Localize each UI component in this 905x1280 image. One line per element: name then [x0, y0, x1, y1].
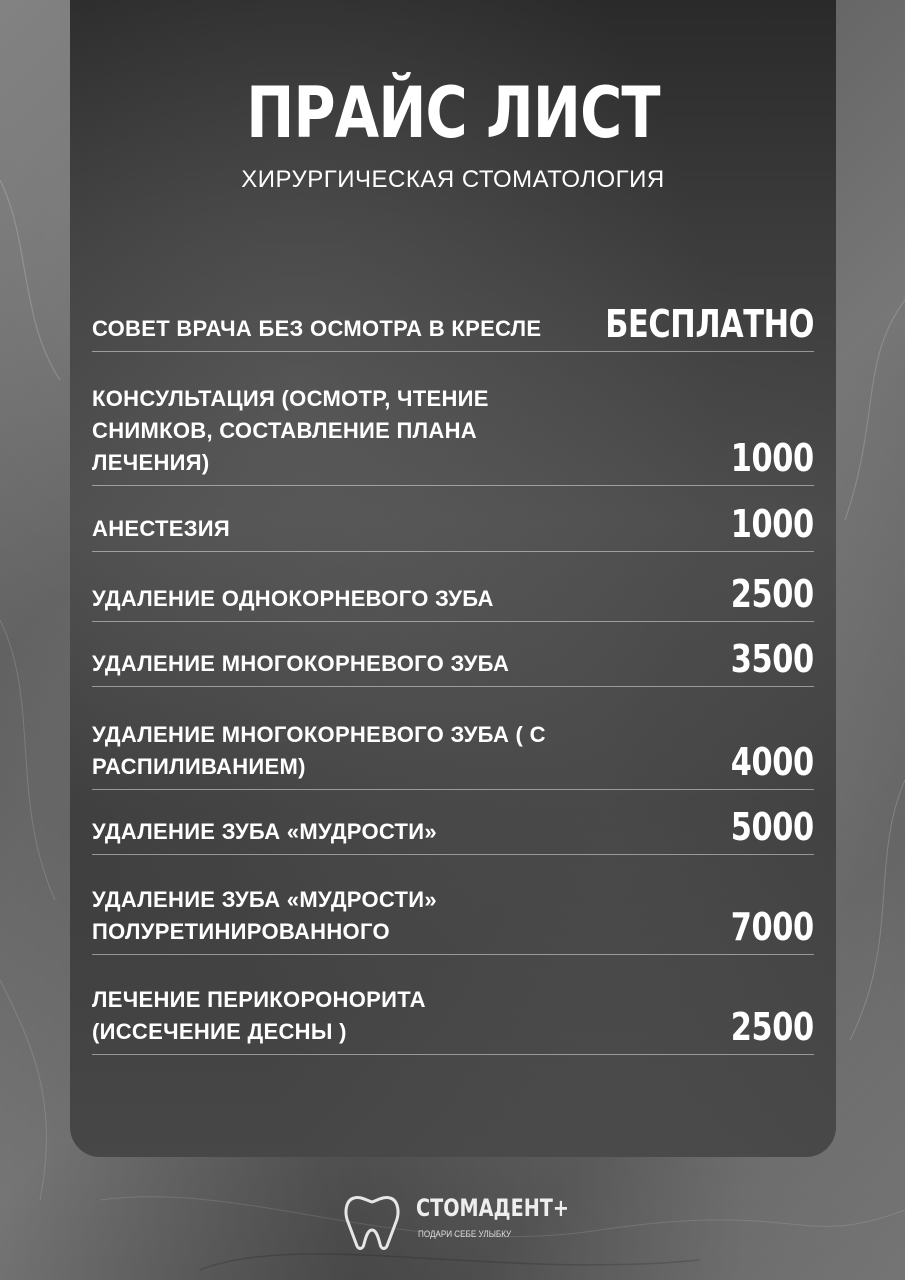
service-name: УДАЛЕНИЕ ЗУБА «МУДРОСТИ»: [92, 819, 437, 844]
brand-name: СТОМАДЕНТ+: [416, 1194, 569, 1222]
price-row: [92, 280, 814, 352]
service-price: 2500: [730, 572, 814, 616]
service-price: 3500: [730, 637, 814, 681]
price-row: [92, 955, 814, 1055]
price-row: [92, 622, 814, 687]
price-row: [92, 687, 814, 790]
service-price: 1000: [730, 502, 814, 546]
price-row: [92, 790, 814, 855]
price-row: [92, 855, 814, 955]
service-name: СОВЕТ ВРАЧА БЕЗ ОСМОТРА В КРЕСЛЕ: [92, 316, 542, 341]
service-price: 7000: [730, 905, 814, 949]
service-name: УДАЛЕНИЕ ОДНОКОРНЕВОГО ЗУБА: [92, 586, 494, 611]
service-price: 2500: [730, 1005, 814, 1049]
service-price: БЕСПЛАТНО: [605, 302, 814, 346]
price-row: [92, 352, 814, 486]
service-price: 4000: [730, 740, 814, 784]
service-price: 5000: [730, 805, 814, 849]
tooth-icon: [340, 1188, 404, 1252]
price-row: [92, 486, 814, 552]
service-name: УДАЛЕНИЕ МНОГОКОРНЕВОГО ЗУБА: [92, 651, 510, 676]
page-subtitle: ХИРУРГИЧЕСКАЯ СТОМАТОЛОГИЯ: [241, 166, 665, 193]
price-panel: [70, 0, 836, 1157]
price-list: [92, 280, 814, 1055]
service-name: ЛЕЧЕНИЕ ПЕРИКОРОНОРИТА (ИССЕЧЕНИЕ ДЕСНЫ ): [92, 987, 426, 1044]
price-row: [92, 552, 814, 622]
service-name: УДАЛЕНИЕ МНОГОКОРНЕВОГО ЗУБА ( С РАСПИЛИВАНИЕМ): [92, 722, 546, 779]
brand-tagline: ПОДАРИ СЕБЕ УЛЫБКУ: [418, 1229, 512, 1239]
brand-logo: [340, 1188, 580, 1252]
service-name: УДАЛЕНИЕ ЗУБА «МУДРОСТИ» ПОЛУРЕТИНИРОВАННОГО: [92, 887, 437, 944]
service-name: КОНСУЛЬТАЦИЯ (ОСМОТР, ЧТЕНИЕ СНИМКОВ, СОСТАВЛЕНИЕ ПЛАНА ЛЕЧЕНИЯ): [92, 386, 489, 475]
page-title: ПРАЙС ЛИСТ: [246, 72, 660, 154]
service-price: 1000: [730, 436, 814, 480]
service-name: АНЕСТЕЗИЯ: [92, 516, 231, 541]
